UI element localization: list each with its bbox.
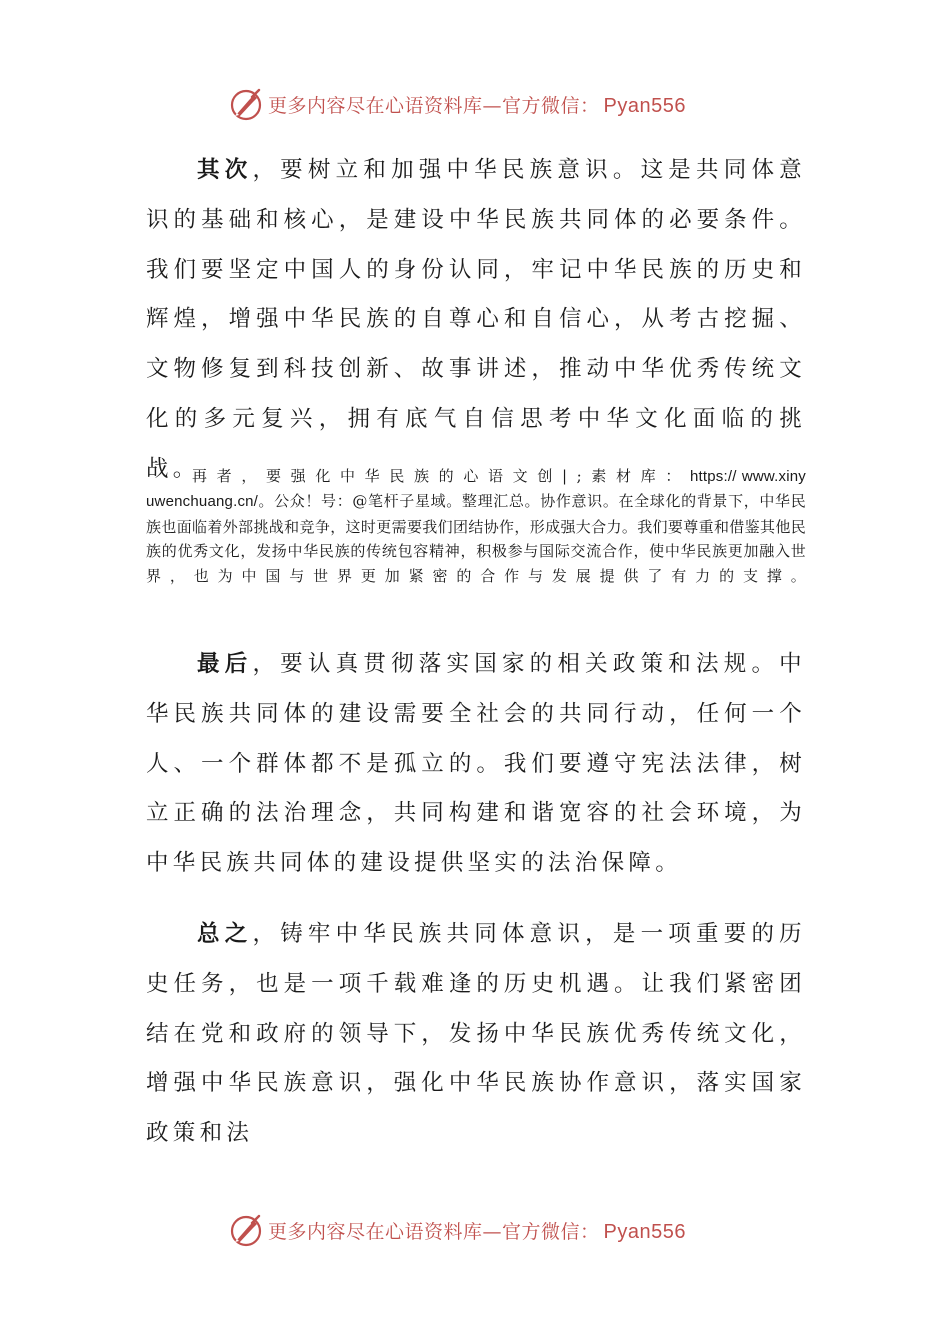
url-part-b: www.xinyuwenchuang.cn/ bbox=[146, 468, 806, 511]
paragraph-secondly bbox=[146, 146, 806, 495]
paragraph-label: 素材库： bbox=[591, 467, 690, 485]
paragraph-marker: |; bbox=[562, 467, 592, 485]
paragraph-lead: 其次 bbox=[197, 157, 253, 183]
pen-logo-icon bbox=[228, 86, 264, 122]
paragraph-body: ，铸牢中华民族共同体意识，是一项重要的历史任务，也是一项千载难逢的历史机遇。让我们紧密团结在党和政府的领导下，发扬中华民族优秀传统文化，增强中华民族意识，强化中华民族协作意识，落实国家政策和法 bbox=[146, 921, 806, 1147]
url-part-a: https:// bbox=[689, 468, 737, 485]
footer-banner bbox=[228, 1210, 748, 1250]
paragraph-start: 再者，要强化中华民族的心语文创 bbox=[192, 467, 563, 485]
banner-wechat-id: Pyan556 bbox=[603, 94, 686, 117]
paragraph-finally bbox=[146, 640, 806, 889]
pen-logo-icon bbox=[228, 1212, 264, 1248]
paragraph-furthermore bbox=[146, 464, 806, 588]
banner-text: 更多内容尽在心语资料库—官方微信： Pyan556 bbox=[268, 94, 686, 117]
paragraph-body: ，要认真贯彻落实国家的相关政策和法规。中华民族共同体的建设需要全社会的共同行动，任何一个人、一个群体都不是孤立的。我们要遵守宪法法律，树立正确的法治理念，共同构建和谐宽容的社会环境，为中华民族共同体的建设提供坚实的法治保障。 bbox=[146, 651, 806, 877]
header-banner bbox=[228, 84, 748, 124]
paragraph-lead: 总之 bbox=[197, 921, 253, 947]
paragraph-in-summary bbox=[146, 910, 806, 1159]
paragraph-lead: 最后 bbox=[197, 651, 253, 677]
banner-text: 更多内容尽在心语资料库—官方微信： Pyan556 bbox=[268, 1220, 686, 1243]
banner-wechat-id: Pyan556 bbox=[603, 1220, 686, 1243]
paragraph-body: ，要树立和加强中华民族意识。这是共同体意识的基础和核心，是建设中华民族共同体的必要条件。我们要坚定中国人的身份认同，牢记中华民族的历史和辉煌，增强中华民族的自尊心和自信心，从考古挖掘、文物修复到科技创新、故事讲述，推动中华优秀传统文化的多元复兴，拥有底气自信思考中华文化面临的挑战。 bbox=[146, 157, 806, 482]
paragraph-body: 。公众！号：@笔杆子星域。整理汇总。协作意识。在全球化的背景下，中华民族也面临着外部挑战和竞争，这时更需要我们团结协作，形成强大合力。我们要尊重和借鉴其他民族的优秀文化，发扬中华民族的传统包容精神，积极参与国际交流合作，使中华民族更加融入世界，也为中国与世界更加紧密的合作与发展提供了有力的支撑。 bbox=[146, 492, 806, 585]
